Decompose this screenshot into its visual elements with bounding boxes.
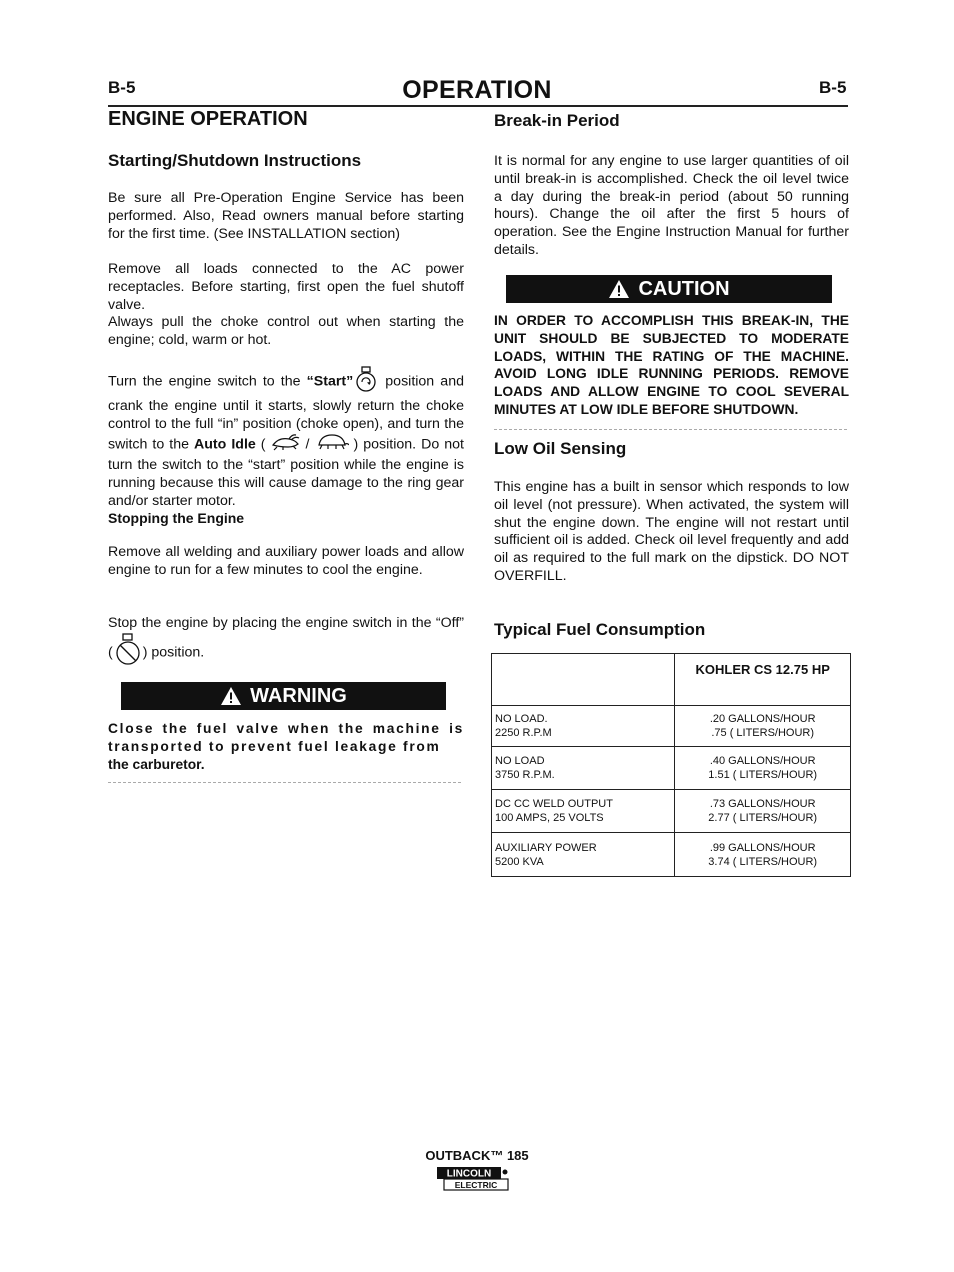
condition-cell: NO LOAD 3750 R.P.M. — [492, 747, 675, 790]
breakin-heading: Break-in Period — [494, 111, 620, 130]
consumption-cell: .40 GALLONS/HOUR 1.51 ( LITERS/HOUR) — [675, 747, 851, 790]
p4-text-b: position and crank the engine until it starts, slowly return the choke control to the full “in” position (choke open), and turn the switch to the — [108, 373, 464, 454]
p4-text-d: ) position. Do not turn the switch to the “start” position while the engine is running because this will cause damage to the ring gear and/or starter motor. — [108, 437, 464, 509]
condition-cell: NO LOAD. 2250 R.P.M — [492, 706, 675, 747]
stopping-engine-heading: Stopping the Engine — [108, 510, 245, 526]
caution-text: IN ORDER TO ACCOMPLISH THIS BREAK-IN, THE UNIT SHOULD BE SUBJECTED TO MODERATE LOADS, WITHIN THE RATING OF THE MACHINE. AVOID LONG IDLE RUNNING PERIODS. REMOVE LOADS AND ALLOW ENGINE TO COOL SEVERAL MINUTES AT LOW IDLE BEFORE SHUTDOWN. — [494, 313, 849, 417]
p4-text-c: ( — [255, 437, 271, 454]
start-switch-icon — [353, 366, 379, 398]
table-row — [492, 790, 851, 833]
choke-paragraph: Always pull the choke control out when starting the engine; cold, warm or hot. — [108, 314, 464, 348]
breakin-paragraph: It is normal for any engine to use larger quantities of oil until break-in is accomplished. Check the oil level twice a day during the break-in period (about 50 running hours). Change the oil after the first 5 hours of operation. See the Engine Instruction Manual for further details. — [494, 153, 849, 258]
warning-triangle-icon — [220, 686, 242, 706]
off-position-paragraph — [108, 615, 464, 673]
p6-text-b: ) position. — [142, 644, 205, 661]
off-switch-icon — [113, 633, 143, 673]
table-row — [492, 833, 851, 877]
warning-banner — [121, 682, 446, 710]
start-procedure-paragraph — [108, 366, 464, 511]
warning-label: WARNING — [250, 684, 347, 707]
warning-text: Close the fuel valve when the machine is transported to prevent fuel leakage from — [108, 721, 464, 754]
table-row — [492, 747, 851, 790]
fuel-consumption-table — [491, 653, 851, 877]
header-rule — [108, 105, 848, 107]
table-header-row — [492, 654, 851, 706]
p4-text-a: Turn the engine switch to the — [108, 373, 307, 390]
auto-idle-label: Auto Idle — [194, 437, 256, 454]
rabbit-icon — [271, 433, 301, 457]
stopping-paragraph: Remove all welding and auxiliary power loads and allow engine to run for a few minutes to cool the engine. — [108, 544, 464, 578]
start-label: “Start” — [306, 373, 354, 390]
turtle-icon — [315, 433, 349, 457]
low-oil-paragraph: This engine has a built in sensor which responds to low oil level (not pressure). When activated, the system will shut the engine down. The engine will not restart until sufficient oil is added. Check oil level frequently and add oil as required to the full mark on the dipstick. DO NOT OVERFILL. — [494, 479, 849, 584]
fuel-consumption-heading: Typical Fuel Consumption — [494, 620, 706, 639]
warning-text-end: the carburetor. — [108, 757, 205, 772]
consumption-cell: .99 GALLONS/HOUR 3.74 ( LITERS/HOUR) — [675, 833, 851, 877]
consumption-cell: .73 GALLONS/HOUR 2.77 ( LITERS/HOUR) — [675, 790, 851, 833]
table-header-cell-engine: KOHLER CS 12.75 HP — [675, 654, 851, 706]
logo-text-bottom: ELECTRIC — [454, 1180, 498, 1190]
low-oil-heading: Low Oil Sensing — [494, 439, 627, 458]
page-code-right: B-5 — [819, 78, 847, 97]
lincoln-electric-logo — [436, 1166, 510, 1192]
preop-paragraph: Be sure all Pre-Operation Engine Service has been performed. Also, Read owners manual before starting for the first time. (See INSTALLATION section) — [108, 190, 464, 242]
model-name: OUTBACK™ 185 — [425, 1148, 529, 1163]
section-title: OPERATION — [402, 76, 552, 104]
table-row — [492, 706, 851, 747]
warning-divider — [108, 782, 461, 783]
page-code-left: B-5 — [108, 78, 136, 97]
logo-text-top: LINCOLN — [446, 1168, 492, 1180]
p6-text-a: Stop the engine by placing the engine switch in the “Off” ( — [108, 615, 464, 661]
condition-cell: DC CC WELD OUTPUT 100 AMPS, 25 VOLTS — [492, 790, 675, 833]
caution-banner — [506, 275, 832, 303]
condition-cell: AUXILIARY POWER 5200 KVA — [492, 833, 675, 877]
table-header-cell-condition — [492, 654, 675, 706]
p4-slash: / — [300, 437, 315, 454]
starting-shutdown-heading: Starting/Shutdown Instructions — [108, 151, 362, 170]
consumption-cell: .20 GALLONS/HOUR .75 ( LITERS/HOUR) — [675, 706, 851, 747]
remove-loads-paragraph: Remove all loads connected to the AC power receptacles. Before starting, first open the fuel shutoff valve. — [108, 261, 464, 313]
caution-label: CAUTION — [638, 277, 730, 300]
caution-triangle-icon — [608, 279, 630, 299]
caution-divider — [494, 429, 847, 430]
engine-operation-heading: ENGINE OPERATION — [108, 108, 308, 130]
